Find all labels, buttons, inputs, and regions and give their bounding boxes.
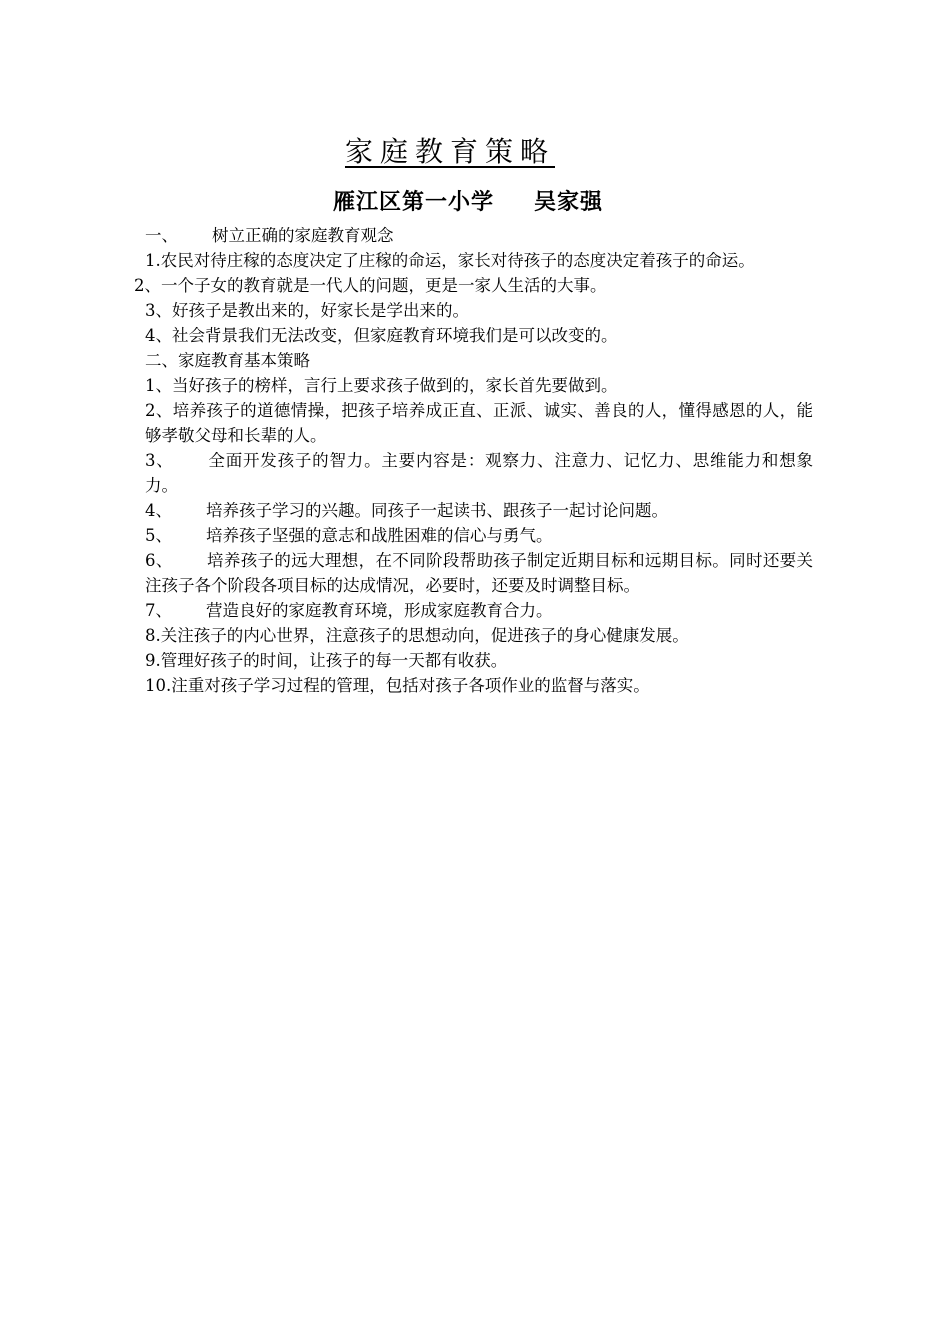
list-item (145, 598, 813, 623)
list-item (145, 498, 813, 523)
item-number: 7、 (145, 601, 172, 620)
item-text: 培养孩子坚强的意志和战胜困难的信心与勇气。 (206, 526, 553, 545)
section-heading-1-text: 树立正确的家庭教育观念 (212, 226, 394, 245)
document-title: 家庭教育策略 (344, 135, 555, 168)
document-body (134, 223, 814, 698)
item-number: 5、 (145, 526, 172, 545)
item-number: 6、 (145, 551, 173, 570)
list-item: 9.管理好孩子的时间，让孩子的每一天都有收获。 (145, 651, 508, 670)
list-item: 4、社会背景我们无法改变，但家庭教育环境我们是可以改变的。 (145, 326, 618, 345)
list-item: 10.注重对孩子学习过程的管理，包括对孩子各项作业的监督与落实。 (145, 676, 650, 695)
section-heading-1 (145, 223, 813, 248)
item-text: 当好孩子的榜样，言行上要求孩子做到的，家长首先要做到。 (172, 376, 618, 395)
list-item (145, 548, 813, 598)
list-item (145, 398, 813, 448)
list-item (145, 373, 813, 398)
item-text: 培养孩子的远大理想，在不同阶段帮助孩子制定近期目标和远期目标。同时还要关注孩子各个阶段各项目标的达成情况，必要时，还要及时调整目标。 (145, 551, 814, 595)
list-item (145, 523, 813, 548)
author-line (0, 185, 936, 216)
list-item: 1.农民对待庄稼的态度决定了庄稼的命运，家长对待孩子的态度决定着孩子的命运。 (145, 251, 755, 270)
item-number: 3、 (145, 451, 174, 470)
list-item: 2、一个子女的教育就是一代人的问题，更是一家人生活的大事。 (134, 276, 607, 295)
item-text: 培养孩子的道德情操，把孩子培养成正直、正派、诚实、善良的人，懂得感恩的人，能够孝敬父母和长辈的人。 (145, 401, 814, 445)
author-name: 吴家强 (534, 189, 604, 215)
section-heading-2: 二、家庭教育基本策略 (145, 351, 310, 370)
author-school: 雁江区第一小学 (332, 189, 494, 215)
item-text: 全面开发孩子的智力。主要内容是：观察力、注意力、记忆力、思维能力和想象力。 (145, 451, 813, 495)
item-number: 4、 (145, 501, 172, 520)
list-item (145, 448, 813, 498)
list-item: 8.关注孩子的内心世界，注意孩子的思想动向，促进孩子的身心健康发展。 (145, 626, 689, 645)
item-text: 营造良好的家庭教育环境，形成家庭教育合力。 (206, 601, 553, 620)
item-text: 培养孩子学习的兴趣。同孩子一起读书、跟孩子一起讨论问题。 (206, 501, 668, 520)
item-number: 2、 (145, 401, 173, 420)
section-number-1: 一、 (145, 226, 178, 245)
item-number: 1、 (145, 376, 172, 395)
list-item: 3、好孩子是教出来的，好家长是学出来的。 (145, 301, 469, 320)
